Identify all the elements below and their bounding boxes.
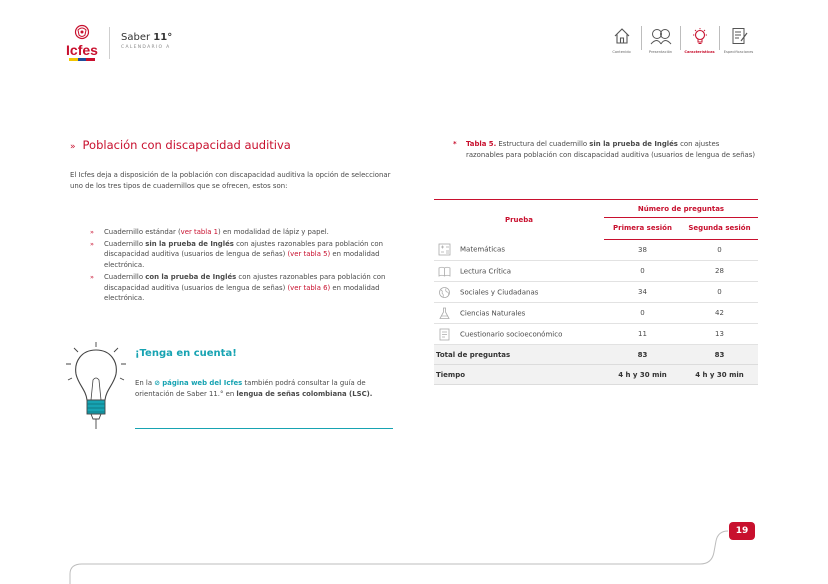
intro-paragraph: El Icfes deja a disposición de la población con discapacidad auditiva la opción de seleccionar uno de los tres tipos de cuadernillos que se ofrecen, estos son: xyxy=(70,171,391,190)
table-caption: * Tabla 5. Estructura del cuadernillo sin la prueba de Inglés con ajustes razonables para población con discapacidad auditiva (usuarios de lengua de señas) xyxy=(453,140,756,159)
note-text: En la ⊘ página web del Icfes también podrá consultar la guía de orientación de Saber 11.° en lengua de señas colombiana (LSC). xyxy=(135,379,373,398)
star-icon: * xyxy=(453,140,457,148)
icfes-web-link[interactable]: página web del Icfes xyxy=(162,379,243,387)
table-link[interactable]: (ver tabla 6) xyxy=(287,283,331,292)
page-number: 19 xyxy=(729,522,755,540)
nav-label: Especificaciones xyxy=(723,50,754,54)
logo-text: Icfes xyxy=(66,42,98,58)
header-segunda-sesion: Segunda sesión xyxy=(681,218,758,240)
table-link[interactable]: (ver tabla 5) xyxy=(287,250,331,259)
header-numero-preguntas: Número de preguntas xyxy=(604,200,758,218)
table-row: Sociales y Ciudadanas 34 0 xyxy=(434,282,758,303)
section-title-text: Población con discapacidad auditiva xyxy=(82,138,291,152)
table-label: Tabla 5. xyxy=(466,140,497,148)
product-name: Saber xyxy=(121,32,151,43)
product-grade: 11° xyxy=(153,32,173,43)
table-row: Lectura Crítica 0 28 xyxy=(434,261,758,282)
table-row: Cuestionario socioeconómico 11 13 xyxy=(434,324,758,345)
nav-label: Características xyxy=(684,50,715,54)
list-item: » Cuadernillo sin la prueba de Inglés con ajustes razonables para población con discapacidad auditiva (usuarios de lengua de señas) (ver tabla 5) en modalidad electrónica. xyxy=(90,239,395,271)
table-link[interactable]: ver tabla 1 xyxy=(180,228,219,236)
time-row: Tiempo 4 h y 30 min 4 h y 30 min xyxy=(434,365,758,385)
table-row: Matemáticas 38 0 xyxy=(434,240,758,261)
note-title: ¡Tenga en cuenta! xyxy=(135,348,237,359)
nav-label: Presentación xyxy=(648,50,673,54)
total-row: Total de preguntas 83 83 xyxy=(434,345,758,365)
link-icon: ⊘ xyxy=(154,379,161,387)
chevron-icon: » xyxy=(70,142,76,152)
table-row: Ciencias Naturales 0 42 xyxy=(434,303,758,324)
header-primera-sesion: Primera sesión xyxy=(604,218,681,240)
list-item: » Cuadernillo con la prueba de Inglés con ajustes razonables para población con discapacidad auditiva (usuarios de lengua de señas) (ver tabla 6) en modalidad electrónica. xyxy=(90,272,395,304)
list-item: » Cuadernillo estándar (ver tabla 1) en modalidad de lápiz y papel. xyxy=(90,227,395,238)
header-prueba: Prueba xyxy=(434,200,604,240)
product-subtitle: CALENDARIO A xyxy=(121,45,171,50)
nav-label: Contenido xyxy=(612,50,631,54)
